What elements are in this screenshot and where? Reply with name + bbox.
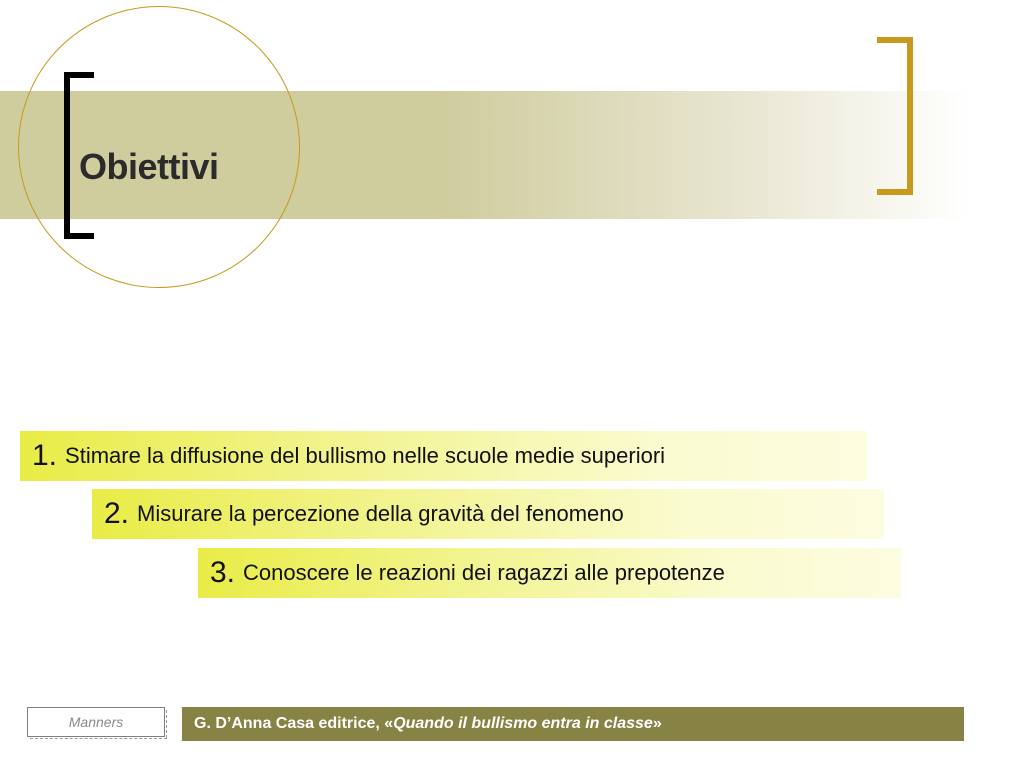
manners-shadow-side [166,710,167,738]
objective-number: 2. [104,497,130,530]
right-bracket-decoration [877,37,913,195]
footer-credit-bar [182,707,964,741]
objective-number: 1. [32,439,58,472]
credit-title: Quando il bullismo entra in classe [393,715,653,732]
manners-button[interactable]: Manners [27,707,165,737]
objective-item-2 [92,489,884,539]
objective-text: Conoscere le reazioni dei ragazzi alle prepotenze [243,560,725,585]
objective-text: Misurare la percezione della gravità del fenomeno [137,501,624,526]
objective-item-1 [20,431,867,481]
objective-text: Stimare la diffusione del bullismo nelle scuole medie superiori [65,443,666,468]
objective-number: 3. [210,556,236,589]
manners-shadow-line [30,738,167,739]
objective-item-3 [198,548,901,598]
credit-prefix: G. D’Anna Casa editrice, « [194,715,394,732]
credit-suffix: » [652,715,662,732]
page-title: Obiettivi [79,146,219,187]
